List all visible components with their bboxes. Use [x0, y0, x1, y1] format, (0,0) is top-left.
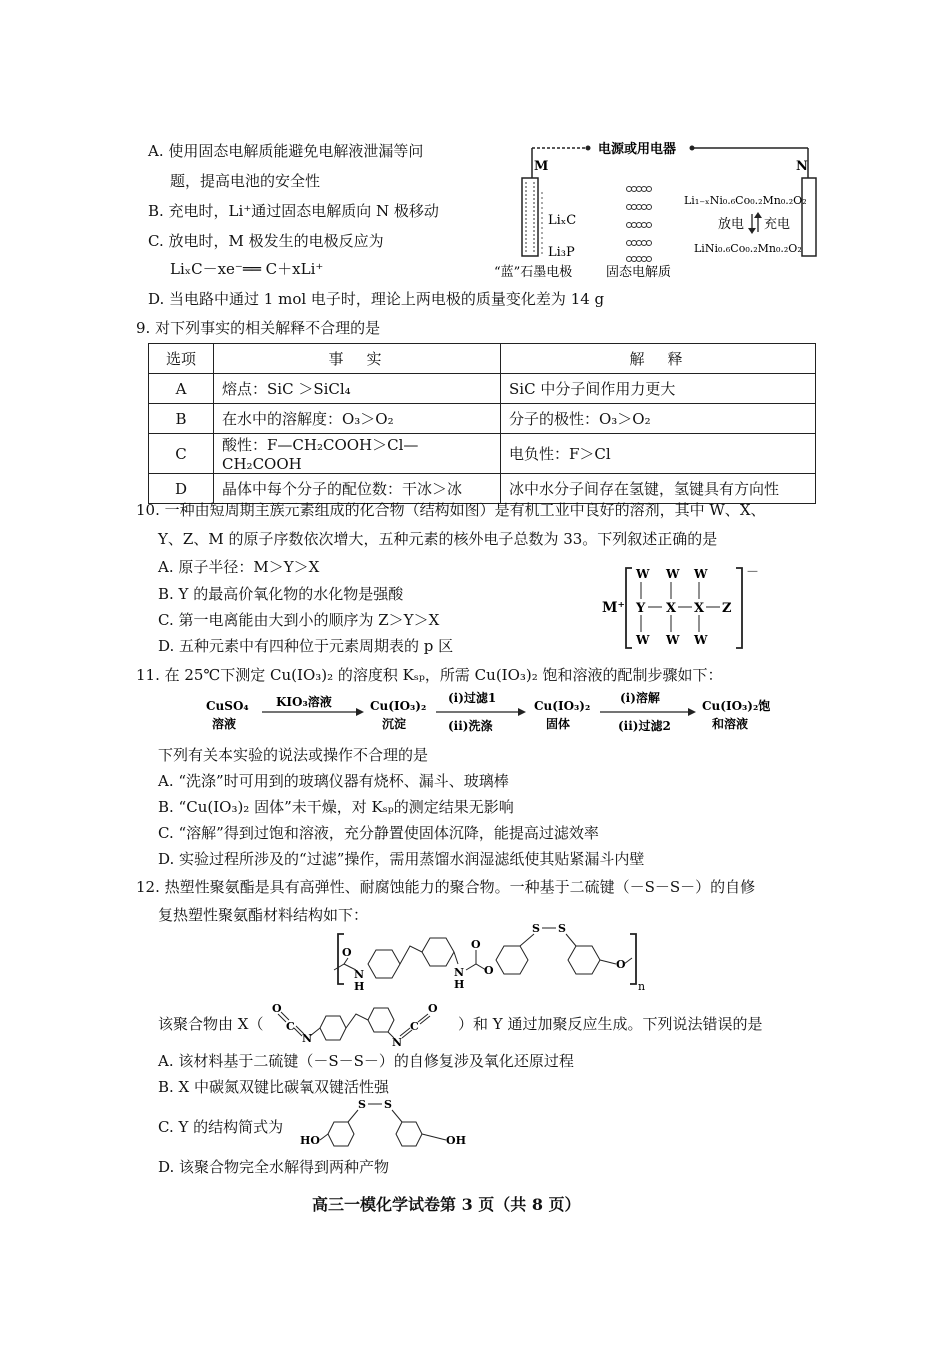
q11-flowchart: [190, 688, 790, 744]
q9-cell-fact: 酸性：F—CH₂COOH＞Cl—CH₂COOH: [214, 434, 501, 474]
benzene-ring: [422, 938, 454, 966]
q9-cell-option: B: [149, 404, 214, 434]
atom-w: W: [666, 633, 680, 647]
q12-stem-line2: 复热塑性聚氨酯材料结构如下：: [158, 906, 369, 924]
right-formula-bottom: LiNi₀.₆Co₀.₂Mn₀.₂O₂: [694, 242, 802, 255]
flow-step-1-top: CuSO₄: [206, 699, 249, 713]
atom-o: O: [428, 1002, 438, 1015]
q12-option-d: D. 该聚合物完全水解得到两种产物: [158, 1158, 390, 1176]
benzene-ring: [396, 1122, 422, 1146]
atom-o: O: [484, 964, 494, 977]
n-label: N: [796, 159, 808, 174]
atom-s: S: [358, 1098, 366, 1111]
flow-step-2-bottom: 沉淀: [382, 717, 407, 731]
benzene-ring: [568, 946, 600, 974]
q9-cell-fact: 晶体中每个分子的配位数：干冰＞冰: [214, 474, 501, 504]
flow-step-1-bottom: 溶液: [212, 717, 237, 731]
atom-s: S: [558, 922, 566, 935]
table-row: [149, 374, 816, 404]
n-electrode: [802, 178, 816, 256]
flow-step-3-bottom: 固体: [546, 717, 571, 731]
atom-w: W: [694, 567, 708, 581]
q11-option-c: C. “溶解”得到过饱和溶液，充分静置使固体沉降，能提高过滤效率: [158, 824, 599, 842]
flow-arrow-3-top: (i)溶解: [620, 691, 660, 705]
q9-header-explain: 解 释: [501, 344, 816, 374]
atom-h: H: [454, 978, 465, 991]
atom-y: Y: [636, 601, 646, 616]
benzene-ring: [320, 1016, 346, 1040]
atom-n: N: [392, 1036, 403, 1046]
q11-stem: 11. 在 25℃下测定 Cu(IO₃)₂ 的溶度积 Kₛₚ，所需 Cu(IO₃)₂ 饱和溶液的配制步骤如下：: [136, 666, 723, 684]
flow-arrow-2-top: (i)过滤1: [448, 691, 497, 705]
flow-step-2-top: Cu(IO₃)₂: [370, 699, 427, 713]
battery-diagram: [490, 132, 830, 282]
atom-o: O: [342, 946, 352, 959]
electrode-caption: “蓝”石墨电极: [494, 265, 573, 280]
q8-option-c-line1: C. 放电时，M 极发生的电极反应为: [148, 232, 384, 250]
q8-option-a-line1: A. 使用固态电解质能避免电解液泄漏等问: [148, 142, 424, 160]
atom-w: W: [636, 633, 650, 647]
q9-cell-explain: 冰中水分子间存在氢键，氢键具有方向性: [501, 474, 816, 504]
atom-o: O: [616, 958, 626, 971]
hydroxyl-oh: OH: [446, 1134, 466, 1147]
flow-arrow-3-bottom: (ii)过滤2: [618, 719, 671, 733]
benzene-ring: [368, 1008, 394, 1032]
left-formula-2: Li₃P: [548, 245, 575, 260]
atom-z: Z: [722, 601, 732, 616]
cation-m: M⁺: [602, 600, 625, 616]
atom-c: C: [410, 1020, 419, 1033]
atom-n: N: [354, 968, 365, 981]
q9-header-option: 选项: [149, 344, 214, 374]
atom-s: S: [532, 922, 540, 935]
discharge-label: 放电: [718, 217, 745, 232]
q10-option-d: D. 五种元素中有四种位于元素周期表的 p 区: [158, 637, 454, 655]
q12-option-c: C. Y 的结构简式为: [158, 1118, 284, 1136]
m-electrode: [522, 178, 538, 256]
atom-o: O: [272, 1002, 282, 1015]
q11-lead: 下列有关本实验的说法或操作不合理的是: [158, 746, 429, 764]
atom-h: H: [354, 980, 365, 993]
q12-x-prefix: 该聚合物由 X（: [158, 1015, 264, 1033]
electrolyte-caption: 固态电解质: [606, 265, 672, 280]
q12-polymer-structure: [320, 918, 660, 996]
atom-w: W: [694, 633, 708, 647]
q9-header-fact: 事 实: [214, 344, 501, 374]
q11-option-d: D. 实验过程所涉及的“过滤”操作，需用蒸馏水润湿滤纸使其贴紧漏斗内壁: [158, 850, 645, 868]
q9-cell-fact: 熔点：SiC ＞SiCl₄: [214, 374, 501, 404]
q9-stem: 9. 对下列事实的相关解释不合理的是: [136, 319, 381, 337]
q9-cell-explain: 分子的极性：O₃＞O₂: [501, 404, 816, 434]
page-footer: 高三一模化学试卷第 3 页（共 8 页）: [312, 1195, 581, 1214]
atom-n: N: [454, 966, 465, 979]
atom-s: S: [384, 1098, 392, 1111]
flow-step-4-bottom: 和溶液: [712, 717, 749, 731]
q10-option-b: B. Y 的最高价氧化物的水化物是强酸: [158, 585, 404, 603]
q9-cell-option: D: [149, 474, 214, 504]
q9-cell-option: C: [149, 434, 214, 474]
atom-w: W: [666, 567, 680, 581]
atom-w: W: [636, 567, 650, 581]
q11-option-b: B. “Cu(IO₃)₂ 固体”未干燥，对 Kₛₚ的测定结果无影响: [158, 798, 514, 816]
flow-step-3-top: Cu(IO₃)₂: [534, 699, 591, 713]
atom-x: X: [666, 601, 677, 616]
q12-x-suffix: ）和 Y 通过加聚反应生成。下列说法错误的是: [458, 1015, 763, 1033]
q9-cell-explain: SiC 中分子间作用力更大: [501, 374, 816, 404]
table-row: [149, 404, 816, 434]
hydroxyl-ho: HO: [300, 1134, 320, 1147]
charge-label: 充电: [764, 217, 791, 232]
benzene-ring: [328, 1122, 354, 1146]
benzene-ring: [368, 950, 400, 978]
flow-arrow-2-bottom: (ii)洗涤: [448, 719, 493, 733]
q8-option-b: B. 充电时，Li⁺通过固态电解质向 N 极移动: [148, 202, 439, 220]
q10-option-a: A. 原子半径：M＞Y＞X: [158, 558, 320, 576]
q10-stem-line1: 10. 一种由短周期主族元素组成的化合物（结构如图）是有机工业中良好的溶剂，其中 W、X、: [136, 501, 766, 519]
q9-cell-option: A: [149, 374, 214, 404]
flow-arrow-1-label: KIO₃溶液: [276, 695, 332, 709]
electrolyte-particles: [627, 187, 652, 262]
repeat-n: n: [638, 980, 646, 993]
q12-option-a: A. 该材料基于二硫键（－S－S－）的自修复涉及氧化还原过程: [158, 1052, 574, 1070]
q8-option-c-line2: LiₓC－xe⁻══ C＋xLi⁺: [170, 260, 324, 278]
q9-cell-explain: 电负性：F＞Cl: [501, 434, 816, 474]
q8-option-a-line2: 题，提高电池的安全性: [170, 172, 321, 190]
right-formula-top: Li₁₋ₓNi₀.₆Co₀.₂Mn₀.₂O₂: [684, 194, 807, 207]
m-label: M: [534, 159, 549, 174]
q10-structure: [596, 560, 786, 656]
power-label: 电源或用电器: [598, 142, 677, 157]
q12-x-structure: [264, 996, 464, 1046]
left-formula-1: LiₓC: [548, 213, 577, 228]
flow-step-4-top: Cu(IO₃)₂饱: [702, 699, 771, 713]
benzene-ring: [496, 946, 528, 974]
table-row: [149, 434, 816, 474]
atom-c: C: [286, 1020, 295, 1033]
anion-charge: －: [746, 565, 760, 580]
q9-header-row: [149, 344, 816, 374]
q8-option-d: D. 当电路中通过 1 mol 电子时，理论上两电极的质量变化差为 14 g: [148, 290, 605, 308]
q11-option-a: A. “洗涤”时可用到的玻璃仪器有烧杯、漏斗、玻璃棒: [158, 772, 509, 790]
atom-n: N: [302, 1032, 313, 1045]
q12-stem-line1: 12. 热塑性聚氨酯是具有高弹性、耐腐蚀能力的聚合物。一种基于二硫键（－S－S－）的自修: [136, 878, 756, 896]
q10-option-c: C. 第一电离能由大到小的顺序为 Z＞Y＞X: [158, 611, 440, 629]
atom-x: X: [694, 601, 705, 616]
q9-cell-fact: 在水中的溶解度：O₃＞O₂: [214, 404, 501, 434]
q10-stem-line2: Y、Z、M 的原子序数依次增大，五种元素的核外电子总数为 33。下列叙述正确的是: [158, 530, 718, 548]
q12-y-structure: [296, 1094, 476, 1152]
q9-table: [148, 343, 816, 504]
atom-o: O: [471, 938, 481, 951]
q12-option-b: B. X 中碳氮双键比碳氧双键活性强: [158, 1078, 390, 1096]
